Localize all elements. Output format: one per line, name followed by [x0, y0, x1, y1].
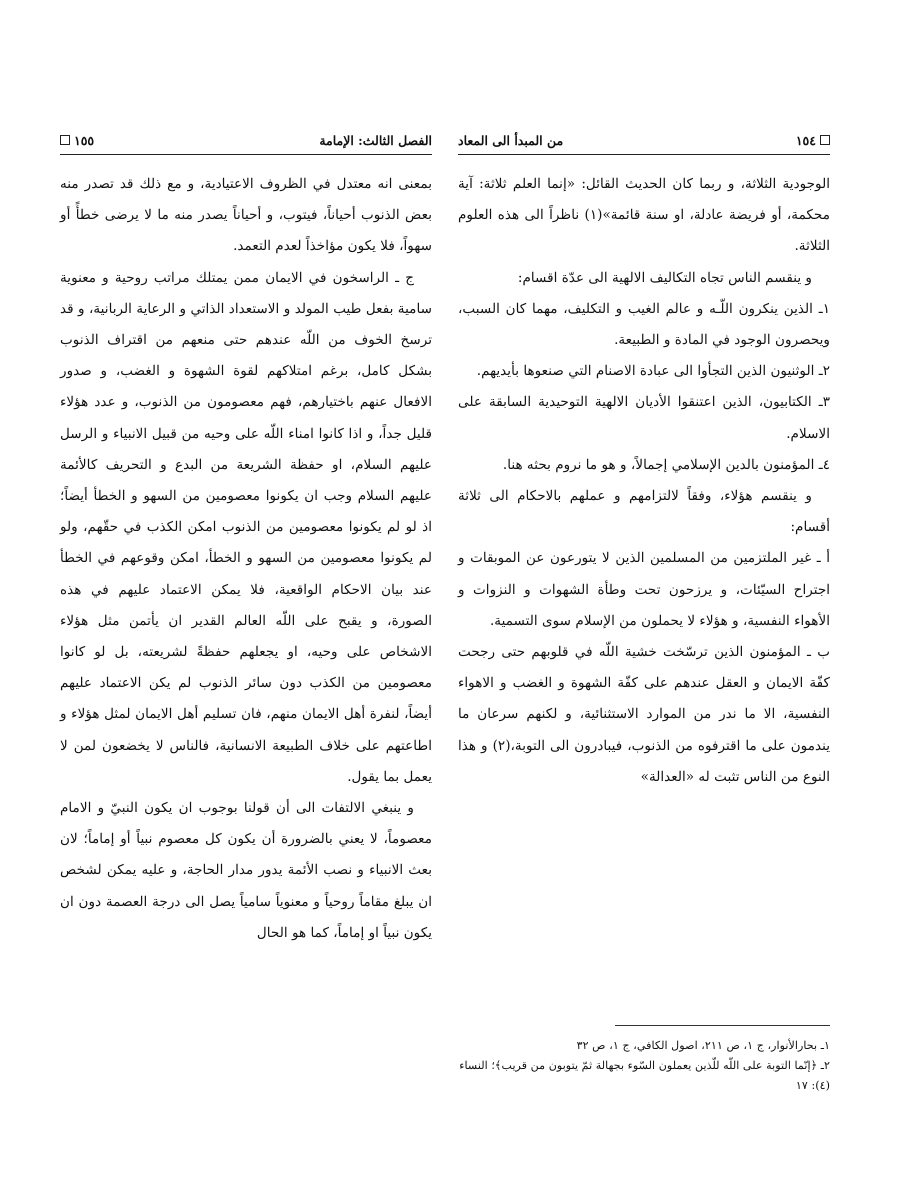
paragraph: ب ـ المؤمنون الذين ترسّخت خشية اللّه في قلوبهم حتى رجحت كفّة الايمان و العقل عندهم على كفّة الشهوة و الغضب و الاهواء النفسية، الا ما ندر من الموارد الاستثنائية، و لكنهم سرعان ما يندمون على ما اقترفوه من الذنوب، فيبادرون الى التوبة،(٢) و هذا النوع من الناس تثبت له «العدالة»	[458, 644, 831, 785]
paragraph: ٣ـ الكتابيون، الذين اعتنقوا الأديان الالهية التوحيدية السابقة على الاسلام.	[458, 394, 830, 442]
paragraph: ج ـ الراسخون في الايمان ممن يمتلك مراتب روحية و معنوية سامية بفعل طيب المولد و الاستعداد الذاتي و الرعاية الربانية، و قد ترسخ الخوف من اللّه عندهم حتى منعهم من اقتراف الذنوب بشكل كامل، برغم امتلاكهم لقوة الشهوة و الغضب، و صدور الافعال عنهم باختيارهم، فهم معصومون من الذنوب، و عدد هؤلاء قليل جداً، و اذا كانوا امناء اللّه على وحيه من قبيل الانبياء و الرسل عليهم السلام، او حفظة الشريعة من البدع و التحريف كالأئمة عليهم السلام وجب ان يكونوا معصومين من السهو و الخطأ أيضاً؛ اذ لو لم يكونوا معصومين من الذنوب امكن الكذب في حقّهم، ولو لم يكونوا معصومين من السهو و الخطأ، امكن وقوعهم في الخطأ عند بيان الاحكام الواقعية، فلا يمكن الاعتماد عليهم في هذه الصورة، و يقبح على اللّه العالم القدير ان يأتمن مثل هؤلاء الاشخاص على وحيه، او يجعلهم حفظةً لشريعته، بل لو كانوا معصومين من الكذب دون سائر الذنوب لم يكن الاعتماد عليهم أيضاً، لنفرة أهل الايمان منهم، فان تسليم أهل الايمان لمثل هؤلاء و اطاعتهم على خلاف الطبيعة الانسانية، فالناس لا يخضعون لمن لا يعمل بما يقول.	[60, 269, 432, 785]
paragraph: و ينقسم الناس تجاه التكاليف الالهية الى عدّة اقسام:	[517, 269, 812, 286]
footnote-rule	[615, 1025, 830, 1026]
running-head	[60, 130, 432, 155]
footnote: ١ـ بحارالأنوار، ج ١، ص ٢١١، اصول الكافي، ج ١، ص ٣٢	[576, 1039, 830, 1052]
running-head	[458, 130, 830, 155]
paragraph: أ ـ غير الملتزمين من المسلمين الذين لا يتورعون عن الموبقات و اجتراح السيّئات، و يرزحون تحت وطأة الشهوات و النزوات و الأهواء النفسية، و هؤلاء لا يحملون من الإسلام سوى التسمية.	[458, 550, 830, 629]
paragraph: بمعنى انه معتدل في الظروف الاعتيادية، و مع ذلك قد تصدر منه بعض الذنوب أحياناً، فيتوب، و أحياناً يصدر منه ما لا يرضى خطأً أو سهواً، فلا يكون مؤاخذاً لعدم التعمد.	[60, 176, 432, 255]
paragraph: و ينبغي الالتفات الى أن قولنا بوجوب ان يكون النبيّ و الامام معصوماً، لا يعني بالضرورة أن يكون كل معصوم نبياً أو إماماً؛ لان بعث الانبياء و نصب الأئمة يدور مدار الحاجة، و عليه يمكن لشخص ان يبلغ مقاماً روحياً و معنوياً سامياً يصل الى درجة العصمة دون ان يكون نبياً او إماماً، كما هو الحال	[60, 800, 432, 941]
paragraph: الوجودية الثلاثة، و ربما كان الحديث القائل: «إنما العلم ثلاثة: آية محكمة، أو فريضة عادلة، او سنة قائمة»(١) ناظراً الى هذه العلوم الثلاثة.	[458, 176, 830, 255]
footnote: ٢ـ ﴿إنّما التوبة على اللّه للّذين يعملون السّوء بجهالة ثمّ يتوبون من قريب﴾؛ النساء (٤): ١٧	[459, 1059, 830, 1092]
page-number-block	[60, 133, 94, 148]
page-marker-square-icon	[60, 135, 70, 145]
body-text	[60, 169, 432, 949]
chapter-title: الفصل الثالث: الإمامة	[319, 132, 432, 148]
paragraph: و ينقسم هؤلاء، وفقاً لالتزامهم و عملهم بالاحكام الى ثلاثة أقسام:	[458, 488, 830, 536]
page-marker-square-icon	[820, 135, 830, 145]
paragraph: ٤ـ المؤمنون بالدين الإسلامي إجمالاً، و هو ما نروم بحثه هنا.	[502, 456, 830, 473]
left-page	[60, 130, 432, 949]
right-page	[458, 130, 831, 1092]
footnotes	[458, 1025, 830, 1096]
paragraph: ١ـ الذين ينكرون اللّـه و عالم الغيب و التكليف، مهما كان السبب، ويحصرون الوجود في المادة و الطبيعة.	[458, 300, 830, 349]
paragraph: ٢ـ الوثنيون الذين التجأوا الى عبادة الاصنام التي صنعوها بأيديهم.	[476, 363, 830, 380]
page-number-block	[796, 133, 830, 148]
body-text	[458, 169, 830, 793]
book-title: من المبدأ الى المعاد	[458, 132, 564, 148]
page-number: ١٥٥	[74, 132, 95, 148]
page-number: ١٥٤	[795, 132, 816, 148]
